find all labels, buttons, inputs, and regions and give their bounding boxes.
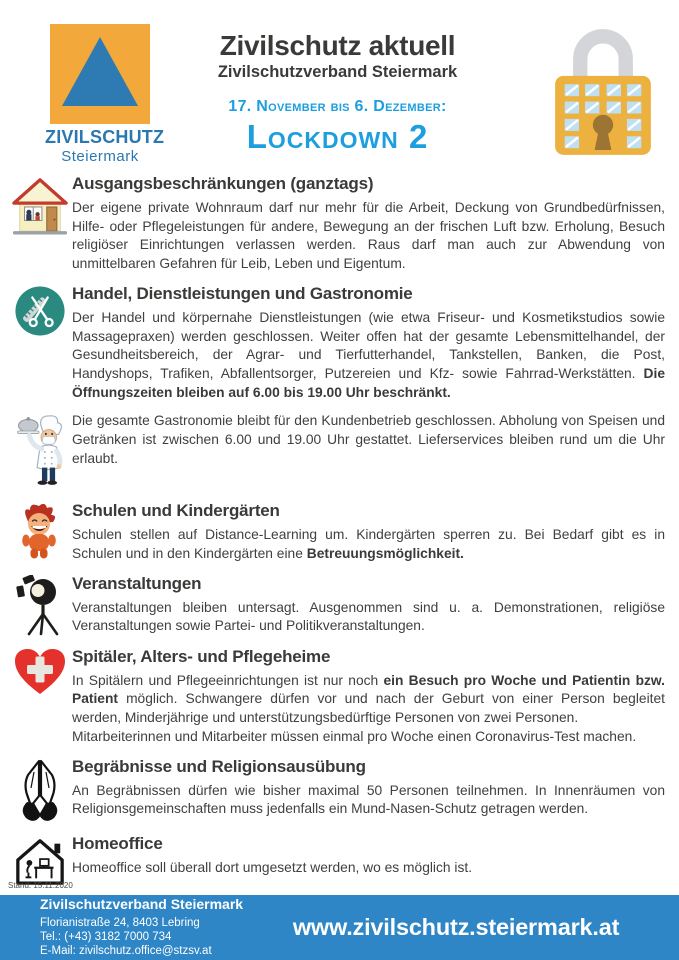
section-paragraph: In Spitälern und Pflegeeinrichtungen ist nur noch ein Besuch pro Woche und Patientin bzw. Patient möglich. Schwangere dürfen vor und nach der Geburt von einer Person begleitet werden, Minderjährige und unterstützungsbedürftige Personen von zwei Personen. [72,672,665,726]
section-title: Spitäler, Alters- und Pflegeheime [72,646,331,666]
heart-cross-icon [8,647,72,747]
section-content [72,757,665,824]
section-content [72,574,665,637]
section-title: Veranstaltungen [72,573,202,593]
zivilschutz-logo [45,24,165,165]
version-date: Stand: 15.11.2020 [8,881,73,890]
section-paragraph: Homeoffice soll überall dort umgesetzt werden, wo es möglich ist. [72,859,473,875]
section-title: Handel, Dienstleistungen und Gastronomie [72,283,413,303]
date-range: 17. November bis 6. Dezember: [228,98,447,115]
footer-org: Zivilschutzverband Steiermark [40,896,244,913]
page-subtitle: Zivilschutzverband Steiermark [217,63,458,81]
section-spitaeler-pflegeheime [8,647,665,747]
padlock-icon [543,10,663,162]
logo-title: ZIVILSCHUTZ [45,127,165,147]
section-content [72,501,665,563]
section-content [72,647,665,747]
section-paragraph: Die gesamte Gastronomie bleibt für den Kundenbetrieb geschlossen. Abholung von Speisen und Getränken ist zwischen 6.00 und 19.00 Uhr gestattet. Lieferservices bleiben rund um die Uhr erlaubt. [72,413,665,466]
footer-email: E-Mail: zivilschutz.office@stzsv.at [40,945,212,958]
section-content [72,834,665,887]
footer [0,895,679,960]
praying-hands-icon [8,757,72,824]
hairdresser-icon [8,284,72,403]
section-schulen-kindergaerten [8,501,665,563]
sections [0,172,679,887]
footer-address: Florianistraße 24, 8403 Lebring [40,916,200,929]
section-gastronomie [8,412,665,491]
section-veranstaltungen [8,574,665,637]
section-content [72,412,665,491]
section-title: Ausgangsbeschränkungen (ganztags) [72,174,374,193]
section-paragraph: Der Handel und körpernahe Dienstleistungen (wie etwa Friseur- und Kosmetikstudios sowie Massagepraxen) werden geschlossen. Weiter offen hat der gesamte Lebensmittelhandel, der Gesundheitsbereich, der Agrar- und Tierfutterhandel, Tankstellen, Banken, die Post, Handyshops, Trafiken, Abfallentsorger, Putzereien und Kfz- sowie Fahrrad-Werkstätten. Die Öffnungszeiten bleiben auf 6.00 bis 19.00 Uhr beschränkt. [72,309,665,400]
lockdown-title: Lockdown 2 [246,118,429,155]
homeoffice-icon [8,834,72,887]
section-ausgangsbeschraenkungen [8,174,665,274]
page-title: Zivilschutz aktuell [219,30,456,61]
section-paragraph: An Begräbnissen dürfen wie bisher maximal 50 Personen teilnehmen. In Innenräumen von Religionsgemeinschaften muss jedenfalls ein Mund-Nasen-Schutz getragen werden. [72,782,665,817]
footer-contact-block [0,896,243,959]
section-begraebnisse-religion [8,757,665,824]
child-icon [8,501,72,563]
section-title: Begräbnisse und Religionsausübung [72,756,366,776]
section-content [72,284,665,403]
footer-phone: Tel.: (+43) 3182 7000 734 [40,931,172,944]
chef-icon [8,412,72,491]
header [0,0,679,172]
section-title: Schulen und Kindergärten [72,501,280,521]
spotlight-icon [8,574,72,637]
masthead [150,30,525,156]
section-paragraph: Mitarbeiterinnen und Mitarbeiter müssen einmal pro Woche einen Coronavirus-Test machen. [72,728,637,744]
footer-website: www.zivilschutz.steiermark.at [292,914,620,940]
section-title: Homeoffice [72,833,163,853]
section-paragraph: Schulen stellen auf Distance-Learning um. Kindergärten sperren zu. Bei Bedarf gibt es in Schulen und in den Kindergärten eine Betreuungsmöglichkeit. [72,527,665,562]
section-paragraph: Veranstaltungen bleiben untersagt. Ausgenommen sind u. a. Demonstrationen, religiöse Veranstaltungen sowie Partei- und Politikveranstaltungen. [72,599,665,634]
section-content [72,174,665,274]
logo-triangle-icon [50,24,150,124]
logo-subtitle: Steiermark [61,148,139,165]
house-family-icon [8,174,72,274]
section-handel-dienstleistungen [8,284,665,403]
section-paragraph: Der eigene private Wohnraum darf nur mehr für die Arbeit, Deckung von Grundbedürfnissen, Hilfe- oder Pflegeleistungen für andere, Bewegung an der frischen Luft bzw. Erholung, Besuch religiöser Einrichtungen verlassen werden. Raus darf man auch zur Abwendung von unmittelbaren Gefahren für Leib, Leben und Eigentum. [72,200,665,272]
section-homeoffice [8,834,665,887]
